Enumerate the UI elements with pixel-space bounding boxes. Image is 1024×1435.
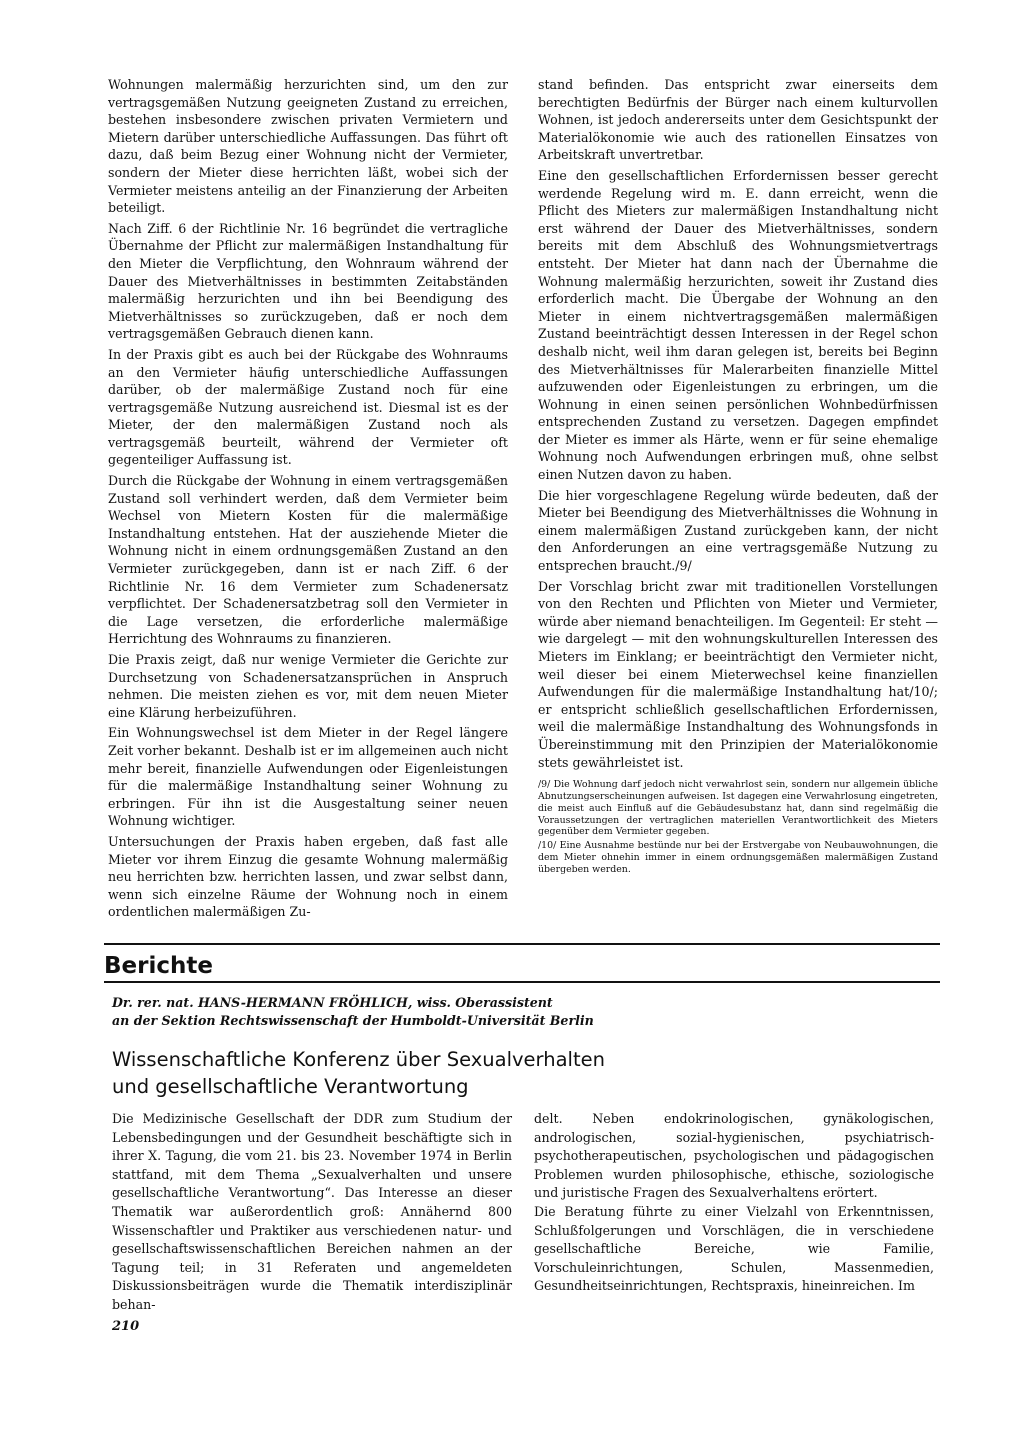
- report-column-right: [534, 1110, 934, 1296]
- footnote-10: /10/ Eine Ausnahme bestünde nur bei der Erstvergabe von Neubauwohnungen, die dem Mieter ohnehin immer in einem ordnungsgemäßen malermäßigen Zustand übergeben werden.: [538, 840, 938, 875]
- paragraph: Die Beratung führte zu einer Vielzahl von Erkenntnissen, Schlußfolgerungen und Vorschlägen, die in verschiedene gesellschaftliche Bereiche, wie Familie, Vorschuleinrichtungen, Schulen, Massenmedien, Gesundheitseinrichtungen, Rechtspraxis, hineinreichen. Im: [534, 1203, 934, 1294]
- paragraph: Durch die Rückgabe der Wohnung in einem vertragsgemäßen Zustand soll verhindert werden, daß dem Vermieter beim Wechsel von Mietern Kosten für die malermäßige Instandhaltung entstehen. Hat der ausziehende Mieter die Wohnung nicht in einem ordnungsgemäßen Zustand an den Vermieter zurückgegeben, dann ist er nach Ziff. 6 der Richtlinie Nr. 16 dem Vermieter zum Schadenersatz verpflichtet. Der Schadenersatzbetrag soll den Vermieter in die Lage versetzen, die erforderliche malermäßige Herrichtung des Wohnraums zu finanzieren.: [108, 473, 508, 647]
- paragraph: Der Vorschlag bricht zwar mit traditionellen Vorstellungen von den Rechten und Pflichten von Mieter und Vermieter, würde aber niemand benachteiligen. Im Gegenteil: Er steht — wie dargelegt — mit den wohnungskulturellen Interessen des Mieters im Einklang; er beeinträchtigt den Vermieter nicht, weil dieser bei einem Mieterwechsel keine finanziellen Aufwendungen für die malermäßige Instandhaltung hat/10/; er entspricht schließlich gesellschaftlichen Erfordernissen, weil die malermäßige Instandhaltung des Wohnungsfonds in Übereinstimmung mit den Prinzipien der Materialökonomie stets gewährleistet ist.: [538, 578, 938, 770]
- author-byline: [112, 994, 594, 1030]
- paragraph: stand befinden. Das entspricht zwar einerseits dem berechtigten Bedürfnis der Bürger nach einem kulturvollen Wohnen, ist jedoch andererseits unter dem Gesichtspunkt der Materialökonomie wie auch des rationellen Einsatzes von Arbeitskraft unvertretbar.: [538, 77, 938, 163]
- paragraph: Eine den gesellschaftlichen Erfordernissen besser gerecht werdende Regelung wird m. E. dann erreicht, wenn die Pflicht des Mieters zur malermäßigen Instandhaltung nicht erst während der Dauer des Mietverhältnisses, sondern bereits mit dem Abschluß des Wohnungsmietvertrags entsteht. Der Mieter hat dann nach der Übernahme die Wohnung malermäßig herzurichten, soweit ihr Zustand dies erforderlich macht. Die Übergabe der Wohnung an den Mieter in einem nichtvertragsgemäßen malermäßigen Zustand beeinträchtigt dessen Interessen in der Regel schon deshalb nicht, weil ihm daran gelegen ist, bereits bei Beginn des Mietverhältnisses für Malerarbeiten finanzielle Mittel aufzuwenden oder Eigenleistungen zu erbringen, um die Wohnung in einen seinen persönlichen Wohnbedürfnissen entsprechenden Zustand zu versetzen. Dagegen empfindet der Mieter es immer als Härte, wenn er für seine ehemalige Wohnung noch Aufwendungen erbringen muß, ohne selbst einen Nutzen davon zu haben.: [538, 167, 938, 483]
- paragraph: In der Praxis gibt es auch bei der Rückgabe des Wohnraums an den Vermieter häufig unterschiedliche Auffassungen darüber, ob der malermäßige Zustand noch für eine vertragsgemäße Nutzung ausreichend ist. Diesmal ist es der Mieter, der den malermäßigen Zustand noch als vertragsgemäß beurteilt, während der Vermieter oft gegenteiliger Auffassung ist.: [108, 346, 508, 468]
- paragraph: delt. Neben endokrinologischen, gynäkologischen, andrologischen, sozial-hygienischen, psychiatrisch-psychotherapeutischen, psychologischen und pädagogischen Problemen wurden philosophische, ethische, soziologische und juristische Fragen des Sexualverhaltens erörtert.: [534, 1111, 934, 1201]
- report-title-line: Wissenschaftliche Konferenz über Sexualverhalten: [112, 1048, 605, 1071]
- footnotes: [538, 779, 938, 875]
- paragraph: Nach Ziff. 6 der Richtlinie Nr. 16 begründet die vertragliche Übernahme der Pflicht zur malermäßigen Instandhaltung für den Mieter die Verpflichtung, den Wohnraum während der Dauer des Mietverhältnisses in bestimmten Zeitabständen malermäßig herzurichten und ihn bei Beendigung des Mietverhältnisses so zurückzugeben, daß er noch dem vertragsgemäßen Gebrauch dienen kann.: [108, 220, 508, 342]
- paragraph: Wohnungen malermäßig herzurichten sind, um den zur vertragsgemäßen Nutzung geeigneten Zustand zu erreichen, bestehen insbesondere zwischen privaten Vermietern und Mietern darüber unterschiedliche Auffassungen. Das führt oft dazu, daß beim Bezug einer Wohnung nicht der Vermieter, sondern der Mieter diese herrichten läßt, wobei sich der Vermieter meistens anteilig an der Finanzierung der Arbeiten beteiligt.: [108, 77, 508, 216]
- article-column-right: [538, 76, 938, 878]
- author-affiliation: an der Sektion Rechtswissenschaft der Humboldt-Universität Berlin: [112, 1013, 594, 1028]
- report-title: [112, 1046, 605, 1100]
- report-column-left: [112, 1110, 512, 1315]
- page-number: 210: [112, 1319, 140, 1334]
- report-title-line: und gesellschaftliche Verantwortung: [112, 1075, 469, 1098]
- section-rule-bottom: [104, 981, 940, 983]
- paragraph: Untersuchungen der Praxis haben ergeben, daß fast alle Mieter vor ihrem Einzug die gesamte Wohnung malermäßig neu herrichten bzw. herrichten lassen, und zwar selbst dann, wenn sich einzelne Räume der Wohnung noch in einem ordentlichen malermäßigen Zu-: [108, 833, 508, 920]
- paragraph: Die Praxis zeigt, daß nur wenige Vermieter die Gerichte zur Durchsetzung von Schadenersatzansprüchen in Anspruch nehmen. Die meisten ziehen es vor, mit dem neuen Mieter eine Klärung herbeizuführen.: [108, 652, 508, 720]
- section-rule-top: [104, 943, 940, 945]
- section-heading: Berichte: [104, 953, 213, 979]
- footnote-9: /9/ Die Wohnung darf jedoch nicht verwahrlost sein, sondern nur allgemein übliche Abnutzungserscheinungen aufweisen. Ist dagegen eine Verwahrlosung eingetreten, die meist auch Einfluß auf die Gebäudesubstanz hat, dann sind regelmäßig die Voraussetzungen der vertraglichen materiellen Verantwortlichkeit des Mieters gegenüber dem Vermieter gegeben.: [538, 779, 938, 838]
- author-line: Dr. rer. nat. HANS-HERMANN FRÖHLICH, wiss. Oberassistent: [112, 995, 553, 1010]
- paragraph: Die hier vorgeschlagene Regelung würde bedeuten, daß der Mieter bei Beendigung des Mietverhältnisses die Wohnung in einem malermäßigen Zustand zurückgeben kann, der nicht den Anforderungen an eine vertragsgemäße Nutzung zu entsprechen braucht./9/: [538, 487, 938, 574]
- paragraph: Ein Wohnungswechsel ist dem Mieter in der Regel längere Zeit vorher bekannt. Deshalb ist er im allgemeinen auch nicht mehr bereit, finanzielle Aufwendungen oder Eigenleistungen für die malermäßige Instandhaltung seiner Wohnung zu erbringen. Für ihn ist die Ausgestaltung seiner neuen Wohnung wichtiger.: [108, 725, 508, 829]
- article-column-left: [108, 76, 508, 924]
- paragraph: Die Medizinische Gesellschaft der DDR zum Studium der Lebensbedingungen und der Gesundheit beschäftigte sich in ihrer X. Tagung, die vom 21. bis 23. November 1974 in Berlin stattfand, mit dem Thema „Sexualverhalten und unsere gesellschaftliche Verantwortung“. Das Interesse an dieser Thematik war außerordentlich groß: Annähernd 800 Wissenschaftler und Praktiker aus verschiedenen natur- und gesellschaftswissenschaftlichen Bereichen nahmen an der Tagung teil; in 31 Referaten und angemeldeten Diskussionsbeiträgen wurde die Thematik interdisziplinär behan-: [112, 1111, 512, 1312]
